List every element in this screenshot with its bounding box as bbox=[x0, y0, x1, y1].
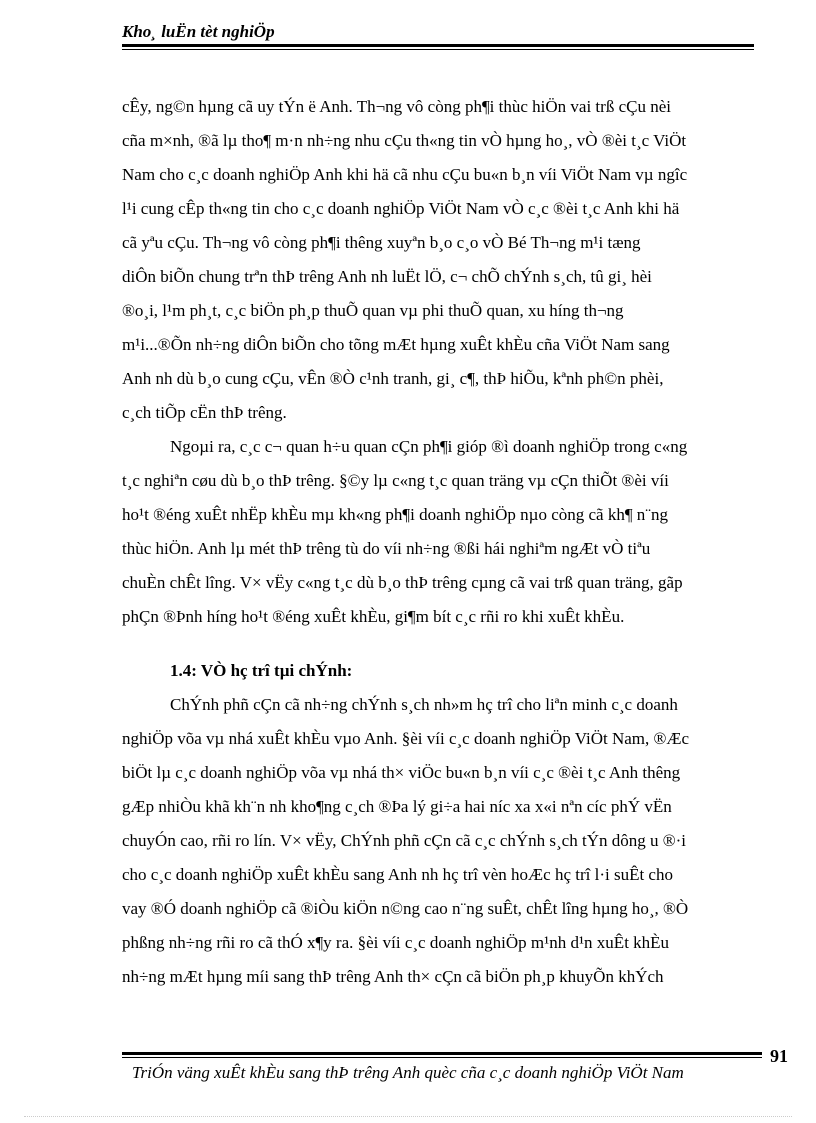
text-line: Anh nh dù b¸o cung cÇu, vÊn ®Ò c¹nh tranh, gi¸ c¶, thÞ hiÕu, kªnh ph©n phèi, bbox=[122, 369, 664, 388]
header-rule-thin bbox=[122, 49, 754, 50]
footer-rule-thick bbox=[122, 1052, 762, 1055]
text-line: diÔn biÕn chung trªn thÞ trêng Anh nh luËt lÖ, c¬ chÕ chÝnh s¸ch, tû gi¸ hèi bbox=[122, 267, 652, 286]
text-line: gÆp nhiÒu khã kh¨n nh kho¶ng c¸ch ®Þa lý gi÷a hai níc xa x«i nªn cíc phÝ vËn bbox=[122, 797, 672, 816]
text-line: c¸ch tiÕp cËn thÞ trêng. bbox=[122, 403, 287, 422]
text-line: m¹i...®Õn nh÷ng diÔn biÕn cho tõng mÆt hµng xuÊt khÈu cña ViÖt Nam sang bbox=[122, 335, 670, 354]
header-rule-thick bbox=[122, 44, 754, 47]
header-title: Kho¸ luËn tèt nghiÖp bbox=[122, 22, 275, 41]
text-line: cÊy, ng©n hµng cã uy tÝn ë Anh. Th¬ng vô còng ph¶i thùc hiÖn vai trß cÇu nèi bbox=[122, 97, 671, 116]
page-body bbox=[122, 90, 754, 994]
text-line: phßng nh÷ng rñi ro cã thÓ x¶y ra. §èi víi c¸c doanh nghiÖp m¹nh d¹n xuÊt khÈu bbox=[122, 933, 670, 952]
text-line: nghiÖp võa vµ nhá xuÊt khÈu vµo Anh. §èi víi c¸c doanh nghiÖp ViÖt Nam, ®Æc bbox=[122, 729, 690, 748]
text-line: thùc hiÖn. Anh lµ mét thÞ trêng tù do víi nh÷ng ®ßi hái nghiªm ngÆt vÒ tiªu bbox=[122, 539, 651, 558]
text-line: Nam cho c¸c doanh nghiÖp Anh khi hä cã nhu cÇu bu«n b¸n víi ViÖt Nam vµ ngîc bbox=[122, 165, 688, 184]
page-number: 91 bbox=[770, 1046, 788, 1066]
text-line: nh÷ng mÆt hµng míi sang thÞ trêng Anh th× cÇn cã biÖn ph¸p khuyÕn khÝch bbox=[122, 967, 664, 986]
footer-text: TriÓn väng xuÊt khÈu sang thÞ trêng Anh quèc cña c¸c doanh nghiÖp ViÖt Nam bbox=[132, 1063, 684, 1082]
text-line: biÖt lµ c¸c doanh nghiÖp võa vµ nhá th× viÖc bu«n b¸n víi c¸c ®èi t¸c Anh thêng bbox=[122, 763, 681, 782]
paragraph-1 bbox=[122, 90, 754, 430]
paragraph-2 bbox=[122, 430, 754, 634]
text-line: cña m×nh, ®ã lµ tho¶ m·n nh÷ng nhu cÇu th«ng tin vÒ hµng ho¸, vÒ ®èi t¸c ViÖt bbox=[122, 131, 687, 150]
bottom-dotted-rule bbox=[24, 1116, 792, 1117]
text-line: ho¹t ®éng xuÊt nhËp khÈu mµ kh«ng ph¶i doanh nghiÖp nµo còng cã kh¶ n¨ng bbox=[122, 505, 668, 524]
text-line: cã yªu cÇu. Th¬ng vô còng ph¶i thêng xuyªn b¸o c¸o vÒ Bé Th¬ng m¹i tæng bbox=[122, 233, 641, 252]
text-line: ®o¸i, l¹m ph¸t, c¸c biÖn ph¸p thuÕ quan vµ phi thuÕ quan, xu híng th¬ng bbox=[122, 301, 624, 320]
text-line: chuÈn chÊt lîng. V× vËy c«ng t¸c dù b¸o thÞ trêng cµng cã vai trß quan träng, gãp bbox=[122, 573, 683, 592]
text-line: Ngoµi ra, c¸c c¬ quan h÷u quan cÇn ph¶i gióp ®ì doanh nghiÖp trong c«ng bbox=[170, 437, 688, 456]
text-line: chuyÓn cao, rñi ro lín. V× vËy, ChÝnh phñ cÇn cã c¸c chÝnh s¸ch tÝn dông u ®·i bbox=[122, 831, 687, 850]
paragraph-3 bbox=[122, 688, 754, 994]
text-line: vay ®Ó doanh nghiÖp cã ®iÒu kiÖn n©ng cao n¨ng suÊt, chÊt lîng hµng ho¸, ®Ò bbox=[122, 899, 689, 918]
text-line: ChÝnh phñ cÇn cã nh÷ng chÝnh s¸ch nh»m hç trî cho liªn minh c¸c doanh bbox=[170, 695, 678, 714]
section-heading: 1.4: VÒ hç trî tµi chÝnh: bbox=[170, 661, 353, 680]
text-line: phÇn ®Þnh híng ho¹t ®éng xuÊt khÈu, gi¶m bít c¸c rñi ro khi xuÊt khÈu. bbox=[122, 607, 625, 626]
text-line: cho c¸c doanh nghiÖp xuÊt khÈu sang Anh nh hç trî vèn hoÆc hç trî l·i suÊt cho bbox=[122, 865, 673, 884]
footer-rule-thin bbox=[122, 1057, 762, 1058]
text-line: l¹i cung cÊp th«ng tin cho c¸c doanh nghiÖp ViÖt Nam vÒ c¸c ®èi t¸c Anh khi hä bbox=[122, 199, 680, 218]
text-line: t¸c nghiªn cøu dù b¸o thÞ trêng. §©y lµ c«ng t¸c quan träng vµ cÇn thiÕt ®èi víi bbox=[122, 471, 669, 490]
